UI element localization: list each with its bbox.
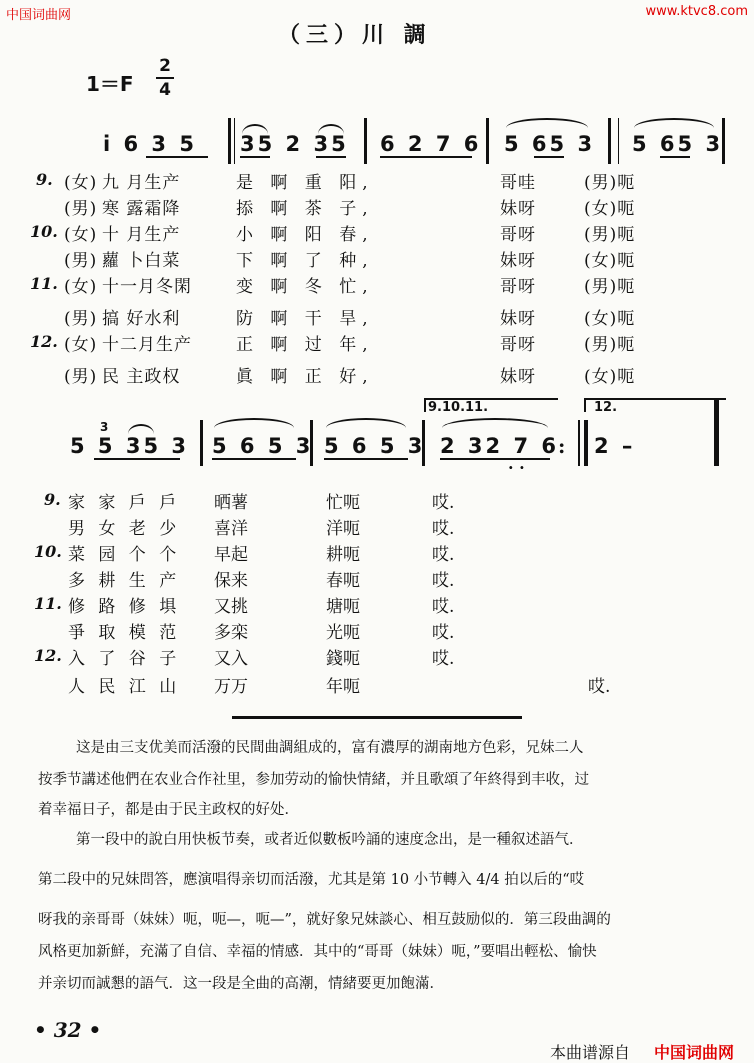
lyric-c: 洋呃 <box>326 519 360 539</box>
page-number: • 32 • <box>34 1018 102 1042</box>
lyric-d: 哎. <box>432 571 455 591</box>
lyric-response: (女)呃 <box>584 199 636 219</box>
lyric-c: 春呃 <box>326 571 360 591</box>
notes-line: 风格更加新鮮，充滿了自信、幸福的情感．其中的“哥哥（妹妹）呃，”要唱出輕松、愉快 <box>38 944 597 960</box>
verse-number: 12. <box>30 332 58 351</box>
lyric-c: 錢呃 <box>326 649 360 669</box>
measure-10: 2 – <box>594 434 636 458</box>
watermark-top-right: www.ktvc8.com <box>645 4 748 19</box>
measure-8: 5 6 5 3 <box>324 434 426 458</box>
lyric-a: 男 女 老 少 <box>68 519 181 539</box>
singer: (女) <box>64 335 98 355</box>
lyric-b: 眞 啊 正 好, <box>236 367 374 387</box>
lyric-b: 变 啊 冬 忙, <box>236 277 374 297</box>
lyric-c: 妹呀 <box>500 309 536 329</box>
lyric-a: 九 月生产 <box>102 173 181 193</box>
lyric-b: 又入 <box>214 649 248 669</box>
notes-line: 着幸福日子，都是由于民主政权的好处． <box>38 802 299 818</box>
lyric-d: 哎. <box>432 545 455 565</box>
measure-9: 2 32 7 6 <box>440 434 559 458</box>
lyric-b: 又挑 <box>214 597 248 617</box>
lyric-c: 耕呃 <box>326 545 360 565</box>
lyric-a: 菜 园 个 个 <box>68 545 181 565</box>
lyric-b: 喜洋 <box>214 519 248 539</box>
lyric-a: 十二月生产 <box>102 335 192 355</box>
lyric-c: 妹呀 <box>500 251 536 271</box>
singer: (女) <box>64 277 98 297</box>
lyric-d: 哎. <box>432 649 455 669</box>
lyric-a: 十一月冬閑 <box>102 277 192 297</box>
verse-number: 10. <box>30 222 58 241</box>
notes-line: 这是由三支优美而活潑的民間曲調組成的，富有濃厚的湖南地方色彩，兄妹二人 <box>76 740 584 756</box>
lyric-a: 修 路 修 埧 <box>68 597 181 617</box>
lyric-b: 保来 <box>214 571 248 591</box>
lyric-b: 早起 <box>214 545 248 565</box>
lyric-c: 哥呀 <box>500 225 536 245</box>
notes-line: 呀我的亲哥哥（妹妹）呃，呃—，呃—”，就好象兄妹談心、相互鼓励似的．第三段曲調的 <box>38 912 611 928</box>
lyric-c: 光呃 <box>326 623 360 643</box>
measure-4: 5 65 3 <box>504 132 596 156</box>
notes-line: 第二段中的兄妹問答，應演唱得亲切而活潑，尤其是第 10 小节轉入 4/4 拍以后的“哎 <box>38 872 585 888</box>
lyric-response: (男)呃 <box>584 277 636 297</box>
verse-number: 11. <box>30 274 58 293</box>
notes-line: 按季节講述他們在农业合作社里，参加劳动的愉快情緒，并且歌頌了年終得到丰收，过 <box>38 772 589 788</box>
singer: (男) <box>64 199 98 219</box>
lyric-d: 哎. <box>432 623 455 643</box>
lyric-a: 蘿 卜白菜 <box>102 251 181 271</box>
lyric-c: 哥哇 <box>500 173 536 193</box>
source-label: 本曲谱源自 <box>550 1043 631 1062</box>
lyric-b: 掭 啊 茶 子, <box>236 199 374 219</box>
volta-1-label: 9.10.11. <box>428 400 489 415</box>
piece-title: （三）川 調 <box>278 23 432 48</box>
singer: (女) <box>64 173 98 193</box>
lyric-a: 爭 取 模 范 <box>68 623 181 643</box>
lyric-c: 妹呀 <box>500 367 536 387</box>
measure-1: i 6 3 5 <box>103 132 197 156</box>
lyric-b: 下 啊 了 种, <box>236 251 374 271</box>
time-sig-bottom: 4 <box>159 80 171 100</box>
singer: (女) <box>64 225 98 245</box>
measure-5: 5 65 3 <box>632 132 724 156</box>
lyric-a: 家 家 戶 戶 <box>68 493 181 513</box>
key-signature: 1＝F <box>86 72 134 96</box>
measure-6: 5 5 35 3 <box>70 434 189 458</box>
lyric-d: 哎. <box>432 597 455 617</box>
time-signature <box>156 56 174 100</box>
lyric-c: 年呃 <box>326 677 360 697</box>
notes-line: 第一段中的說白用快板节奏，或者近似數板吟誦的速度念出，是一種叙述語气． <box>76 832 584 848</box>
lyric-a: 人 民 江 山 <box>68 677 181 697</box>
measure-7: 5 6 5 3 <box>212 434 314 458</box>
lyric-response: (男)呃 <box>584 335 636 355</box>
lyric-response: (男)呃 <box>584 173 636 193</box>
lyric-a: 入 了 谷 子 <box>68 649 181 669</box>
lyric-response: (女)呃 <box>584 251 636 271</box>
lyric-c: 哥呀 <box>500 335 536 355</box>
section-divider <box>232 716 522 719</box>
lyric-b: 小 啊 阳 春, <box>236 225 374 245</box>
verse-number: 12. <box>34 646 62 665</box>
grace-note: 3 <box>100 420 109 434</box>
singer: (男) <box>64 251 98 271</box>
lyric-b: 防 啊 干 旱, <box>236 309 374 329</box>
source-site: 中国词曲网 <box>654 1043 735 1062</box>
lyric-a: 寒 露霜降 <box>102 199 181 219</box>
lyric-a: 搞 好水利 <box>102 309 181 329</box>
watermark-top-left: 中国词曲网 <box>6 8 72 23</box>
lyric-d: 哎. <box>432 493 455 513</box>
lyric-c: 忙呃 <box>326 493 360 513</box>
lyric-b: 是 啊 重 阳, <box>236 173 374 193</box>
notes-line: 并亲切而誠懇的語气．这一段是全曲的高潮，情緒要更加飽滿． <box>38 976 444 992</box>
lyric-c: 塘呃 <box>326 597 360 617</box>
verse-number: 11. <box>34 594 62 613</box>
lyric-b: 万万 <box>214 677 248 697</box>
lyric-a: 民 主政权 <box>102 367 181 387</box>
verse-number: 9. <box>44 490 61 509</box>
verse-number: 9. <box>36 170 53 189</box>
lyric-a: 多 耕 生 产 <box>68 571 181 591</box>
lyric-response: (男)呃 <box>584 225 636 245</box>
measure-3: 6 2 7 6 <box>380 132 482 156</box>
lyric-b: 正 啊 过 年, <box>236 335 374 355</box>
lyric-b: 多栾 <box>214 623 248 643</box>
verse-number: 10. <box>34 542 62 561</box>
lyric-c: 妹呀 <box>500 199 536 219</box>
lyric-d: 哎. <box>588 677 611 697</box>
lyric-d: 哎. <box>432 519 455 539</box>
volta-2-label: 12. <box>594 400 618 415</box>
measure-2: 35 2 35 <box>240 132 349 156</box>
lyric-response: (女)呃 <box>584 367 636 387</box>
lyric-a: 十 月生产 <box>102 225 181 245</box>
singer: (男) <box>64 367 98 387</box>
lyric-c: 哥呀 <box>500 277 536 297</box>
lyric-b: 晒薯 <box>214 493 248 513</box>
time-sig-top: 2 <box>159 56 171 76</box>
singer: (男) <box>64 309 98 329</box>
lyric-response: (女)呃 <box>584 309 636 329</box>
